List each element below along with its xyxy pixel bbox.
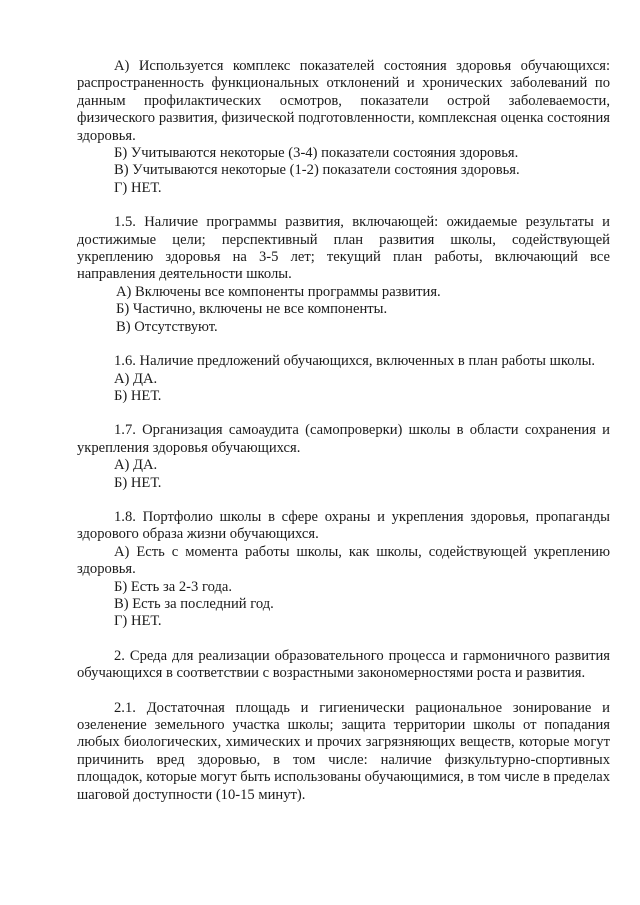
option-v-text: В) Отсутствуют. <box>116 318 218 335</box>
option-b-text: Б) НЕТ. <box>114 474 162 491</box>
spacer <box>77 492 610 509</box>
option-b-text: Б) Есть за 2-3 года. <box>114 578 233 595</box>
option-a-text: А) ДА. <box>114 457 158 474</box>
option-a-text: А) Есть с момента работы школы, как школы, содействующей укреплению здоровья. <box>77 543 610 578</box>
option-g-text: Г) НЕТ. <box>114 613 162 630</box>
spacer <box>77 336 610 353</box>
option-a-text: А) Используется комплекс показателей состояния здоровья обучающихся: распространенность функциональных отклонений и хронических заболеваний по данным профилактических осмотров, показатели острой заболеваемости, физического развития, физической подготовленности, комплексная оценка состояния здоровья. <box>77 58 610 144</box>
item-1-6-heading: 1.6. Наличие предложений обучающихся, включенных в план работы школы. <box>114 353 596 370</box>
item-2-1-heading: 2.1. Достаточная площадь и гигиенически рациональное зонирование и озеленение земельного участка школы; защита территории школы от попадания любых биологических, химических и прочих загрязняющих веществ, которые могут причинить вред здоровью, в том числе: наличие физкультурно-спортивных площадок, которые могут быть использованы обучающимися, в том числе в пределах шаговой доступности (10-15 минут). <box>77 699 610 803</box>
spacer <box>77 405 610 422</box>
document-page <box>77 58 610 804</box>
option-a-text: А) Включены все компоненты программы развития. <box>116 283 441 300</box>
item-1-8-heading: 1.8. Портфолио школы в сфере охраны и укрепления здоровья, пропаганды здорового образа жизни обучающихся. <box>77 508 610 543</box>
option-b-text: Б) Учитываются некоторые (3-4) показатели состояния здоровья. <box>114 145 519 162</box>
spacer <box>77 197 610 214</box>
item-1-7-heading: 1.7. Организация самоаудита (самопроверки) школы в области сохранения и укрепления здоровья обучающихся. <box>77 422 610 456</box>
option-v-text: В) Есть за последний год. <box>114 595 274 612</box>
spacer <box>77 683 610 700</box>
item-1-5-heading: 1.5. Наличие программы развития, включающей: ожидаемые результаты и достижимые цели; перспективный план развития школы, содействующей укреплению здоровья на 3-5 лет; текущий план работы, включающий все направления деятельности школы. <box>77 214 610 283</box>
option-a-text: А) ДА. <box>114 370 158 387</box>
option-b-text: Б) НЕТ. <box>114 387 162 404</box>
section-2-heading: 2. Среда для реализации образовательного процесса и гармоничного развития обучающихся в соответствии с возрастными закономерностями роста и развития. <box>77 647 610 682</box>
option-b-text: Б) Частично, включены не все компоненты. <box>116 301 388 318</box>
option-v-text: В) Учитываются некоторые (1-2) показатели состояния здоровья. <box>114 162 520 179</box>
option-g-text: Г) НЕТ. <box>114 179 162 196</box>
spacer <box>77 631 610 648</box>
